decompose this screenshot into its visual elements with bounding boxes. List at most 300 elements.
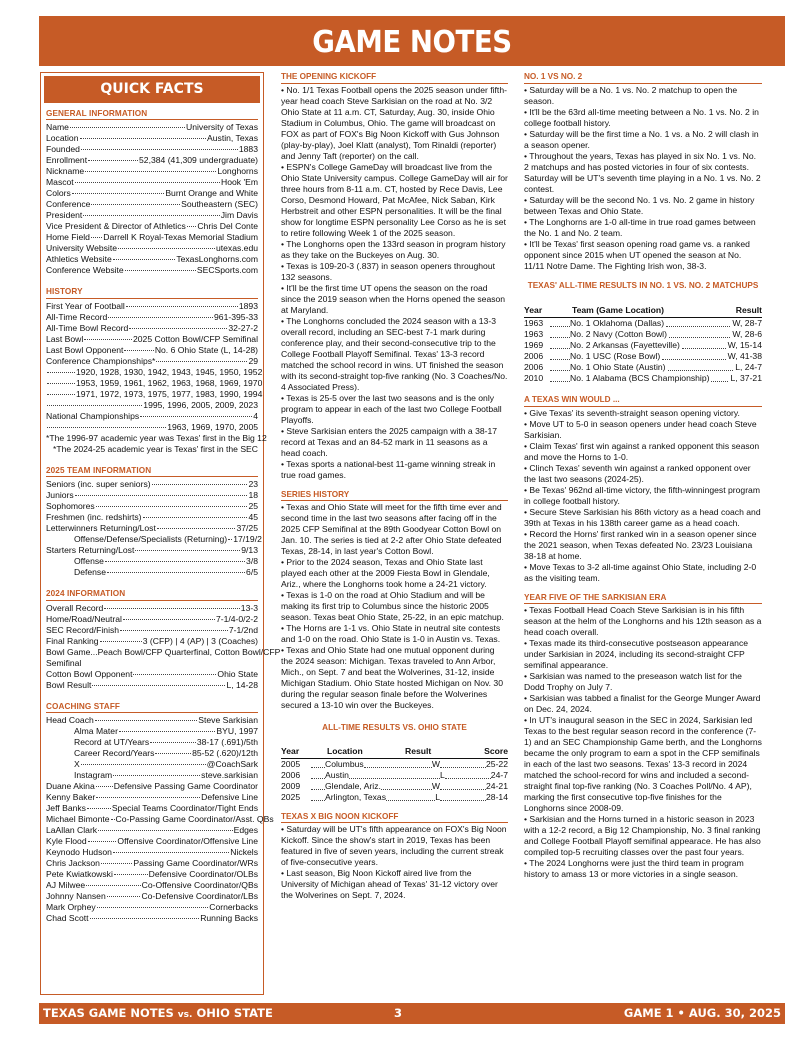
dot-leader: [90, 918, 200, 919]
note-item: • Texas and Ohio State had one mutual opponent during the 2024 season: Michigan. Texas traveled to Ann Arbor, Mich., on Sept. 7 and beat the Wolverines, 31-12, inside Michigan Stadium. Ohio State hosted Michigan on Nov. 30 during the regular season finale before the Wolverines secured a 13-10 win over the Buckeyes.: [281, 645, 503, 710]
fact-label: University Website: [46, 243, 117, 254]
dot-leader: [440, 779, 486, 790]
fact-row: [46, 803, 258, 814]
table-row: [281, 792, 508, 803]
fact-value: @CoachSark: [206, 759, 258, 770]
dot-leader: [119, 731, 215, 732]
note-item: • In UT's inaugural season in the SEC in 2024, Sarkisian led Texas to the best regular season record in the conference (7-1) and an SEC Championship Game berth, and the Longhorns became the only program to earn a spot in the CFP semifinals in each of the last two seasons. Texas' 13-3 record in 2024 matched the school-record for wins and included a second-straight final top-five ranking (No. 3 Coaches Poll/No. 4 AP), marking the first consecutive top-five finishes for the Longhorns since 2008-09.: [524, 715, 762, 813]
row-year: 2010: [524, 373, 544, 383]
fact-label: Juniors: [46, 490, 74, 501]
dot-leader: [133, 674, 216, 675]
title-banner: [39, 16, 785, 66]
fact-row: [46, 199, 258, 210]
row-result: W: [431, 780, 441, 791]
note-item: • Record the Horns' first ranked win in a season opener since the 2021 season, when Texas defeated No. 23/23 Louisiana 38-18 at home.: [524, 528, 757, 561]
fact-label: AJ Milwee: [46, 880, 86, 891]
fact-value: 7-1/4-0/2-2: [215, 613, 258, 624]
dot-leader: [152, 484, 248, 485]
fact-label: Freshmen (inc. redshirts): [46, 512, 142, 523]
dot-leader: [81, 149, 238, 150]
row-score: 28-14: [486, 791, 508, 802]
dot-leader: [187, 226, 197, 227]
fact-row: [46, 825, 258, 836]
dot-leader: [47, 372, 75, 373]
note-item: • No. 1/1 Texas Football opens the 2025 season under fifth-year head coach Steve Sarkisian on the road at No. 3/2 Ohio State at 11 a.m. CT, Saturday, Aug. 30, inside Ohio Stadium in Columbus, Ohio. The game will broadcast on FOX as part of FOX's Big Noon Kickoff with Gus Johnson (play-by-play), Joel Klatt (analyst), Tom Rinaldi (reporter) and Jenny Taft (reporter) on the call.: [281, 84, 507, 161]
note-item: • Sarkisian and the Horns turned in a historic season in 2023 with a 12-2 record, a Big 12 Championship, No. 3 final ranking and College Football Playoff semifinal appearace. He has also compiled top-5 recruiting classes over the past four years.: [524, 814, 761, 857]
row-score: 25-22: [486, 758, 508, 769]
row-year: 1963: [524, 318, 544, 328]
dot-leader: [96, 506, 248, 507]
fact-label: LaAllan Clark: [46, 825, 98, 836]
dot-leader: [550, 371, 570, 382]
note-item: • Texas is 109-20-3 (.837) in season openers throughout 132 seasons.: [281, 260, 496, 282]
info-2024-heading: 2024 INFORMATION: [46, 589, 258, 601]
dot-leader: [311, 757, 325, 768]
dot-leader: [84, 339, 132, 340]
row-result: W, 28-6: [732, 329, 762, 339]
col-location: Location: [327, 745, 363, 756]
fact-row: [46, 836, 258, 847]
note-item: • Claim Texas' first win against a ranked opponent this season and move the Horns to 1-0.: [524, 440, 760, 462]
fact-value: Passing Game Coordinator/WRs: [133, 858, 258, 869]
note-item: • Saturday will be the second No. 1 vs. No. 2 game in history between Texas and Ohio State.: [524, 194, 755, 216]
dot-leader: [47, 394, 75, 395]
fact-label: Kenny Baker: [46, 792, 96, 803]
fact-label: Nickname: [46, 166, 85, 177]
fact-label: Overall Record: [46, 602, 104, 613]
note-item: • Move Texas to 3-2 all-time against Ohio State, including 2-0 as the visiting team.: [524, 561, 757, 583]
dot-leader: [70, 127, 185, 128]
dot-leader: [92, 685, 225, 686]
alltime-12-heading: TEXAS' ALL-TIME RESULTS IN NO. 1 VS. NO. 2 MATCHUPS: [527, 280, 759, 290]
row-team: No. 1 Alabama (BCS Championship): [570, 373, 710, 383]
fact-label: All-Time Bowl Record: [46, 322, 129, 333]
fact-value: 7-1/2nd: [228, 624, 258, 635]
dot-leader: [311, 768, 325, 779]
fact-row: [46, 759, 258, 770]
dot-leader: [662, 349, 725, 360]
fact-value: Hook 'Em: [221, 177, 258, 188]
fact-label: Sophomores: [46, 501, 95, 512]
fact-label: X: [74, 759, 80, 770]
note-item: • The Longhorns are 1-0 all-time in true road games between the No. 1 and No. 2 team.: [524, 216, 756, 238]
row-result: L, 37-21: [730, 373, 762, 383]
fact-row: [46, 323, 258, 334]
note-item: • Texas and Ohio State will meet for the fifth time ever and second time in the last two seasons after facing off in the 2025 CFP Semifinal at the 89th Goodyear Cotton Bowl on Jan. 10. The series is tied at 2-2 after Ohio State defeated Texas, 28-14, in last year's Cotton Bowl.: [281, 502, 502, 556]
note-item: • Texas sports a national-best 11-game winning streak in true road games.: [281, 458, 496, 480]
alltime-osu-heading: ALL-TIME RESULTS VS. OHIO STATE: [322, 723, 467, 732]
big-noon-heading: TEXAS X BIG NOON KICKOFF: [281, 812, 508, 824]
fact-label: Career Record/Years: [74, 748, 155, 759]
fact-label: Seniors (inc. super seniors): [46, 479, 151, 490]
column-two: [281, 72, 508, 901]
fact-value: Defensive Line: [201, 792, 258, 803]
row-year: 2025: [281, 791, 301, 802]
fact-value: Co-Passing Game Coordinator/Asst. QBs: [115, 814, 274, 825]
fact-value: Burnt Orange and White: [165, 188, 258, 199]
fact-value: Ohio State: [217, 668, 258, 679]
dot-leader: [666, 316, 730, 327]
dot-leader: [120, 630, 228, 631]
note-item: • Saturday will be UT's fifth appearance on FOX's Big Noon Kickoff. Since the show's start in 2019, Texas has been featured in five of seven years, including the current streak of five-consecutive years.: [281, 824, 507, 867]
fact-value: Co-Defensive Coordinator/LBs: [141, 891, 258, 902]
fact-row: [46, 265, 258, 276]
dot-leader: [349, 768, 440, 779]
fact-value: Darrell K Royal-Texas Memorial Stadium: [103, 232, 258, 243]
fact-value: 52,384 (41,309 undergraduate): [139, 155, 258, 166]
row-team: No. 1 USC (Rose Bowl): [570, 351, 661, 361]
fact-row: [46, 345, 258, 356]
texas-win-heading: A TEXAS WIN WOULD ...: [524, 395, 762, 407]
fact-row: [46, 312, 258, 323]
fact-row: [46, 254, 258, 265]
dot-leader: [96, 786, 113, 787]
row-result: L: [435, 791, 441, 802]
fact-label: Last Bowl Opponent: [46, 344, 124, 355]
team-2025-list: [46, 479, 258, 534]
returning-breakdown-row: Offense/Defense/Specialists (Returning) 17/19/2: [74, 534, 262, 545]
note-item: • Throughout the years, Texas has played in six No. 1 vs. No. 2 matchups and has posted victories in four of six contests. Saturday will be UT's seventh time playing in a No. 1 vs. No. 2 contest.: [524, 150, 761, 194]
dot-leader: [125, 270, 196, 271]
fact-row: [46, 334, 258, 345]
fact-value: steve.sarkisian: [201, 770, 258, 781]
note-item: • Texas made its third-consecutive postseason appearance under Sarkisian in 2024, including its second-straight CFP semifinal appearance.: [524, 638, 749, 670]
fact-label: Vice President & Director of Athletics: [46, 221, 186, 232]
note-item: • Steve Sarkisian enters the 2025 campaign with a 38-17 record at Texas and an 84-52 mark in 11 seasons as a head coach.: [281, 425, 498, 458]
fact-label: Final Ranking: [46, 635, 99, 646]
note-item: • Sarkisian was tabbed a finalist for the George Munger Award on Dec. 24, 2024.: [524, 693, 761, 714]
note-item: • The Horns are 1-1 vs. Ohio State in neutral site contests and 1-0 on the road. Ohio State is 1-0 in Austin vs. Texas.: [281, 623, 501, 644]
fact-row: [46, 356, 258, 367]
history-footnote-2: *The 2024-25 academic year is Texas' first in the SEC: [53, 443, 258, 454]
conference-years: 1995, 1996, 2005, 2009, 2023: [143, 399, 258, 410]
fact-label: Athletics Website: [46, 254, 112, 265]
fact-row: [46, 210, 258, 221]
fact-row: [46, 680, 258, 691]
fact-value: Austin, Texas: [207, 133, 258, 144]
fact-label: Johnny Nansen: [46, 891, 106, 902]
fact-row: [46, 232, 258, 243]
fact-value: Defensive Passing Game Coordinator: [113, 781, 258, 792]
dot-leader: [126, 306, 238, 307]
note-item: • It'll be Texas' first season opening road game vs. a ranked opponent since 2015 when UT opened the season at No. 11/11 Notre Dame. The Fighting Irish won, 38-3.: [524, 238, 750, 271]
fact-value: 1893: [238, 300, 258, 311]
note-item: • Texas Football Head Coach Steve Sarkisian is in his fifth season at the helm of the Longhorns and his 12th season as a head coach overall.: [524, 605, 762, 637]
note-item: • Move UT to 5-0 in season openers under head coach Steve Sarkisian.: [524, 418, 757, 440]
note-item: • Clinch Texas' seventh win against a ranked opponent over the last two seasons (2024-25).: [524, 462, 751, 484]
row-year: 2006: [524, 351, 544, 361]
fact-value: Chris Del Conte: [197, 221, 258, 232]
coaching-staff-heading: COACHING STAFF: [46, 702, 258, 714]
fact-label: Letterwinners Returning/Lost: [46, 523, 156, 534]
history-footnote-1: *The 1996-97 academic year was Texas' first in the Big 12: [46, 432, 267, 443]
fact-label: Location: [46, 133, 79, 144]
dot-leader: [83, 215, 219, 216]
dot-leader: [101, 863, 132, 864]
info-2024-list-2: [46, 669, 258, 691]
fact-value: Running Backs: [200, 913, 258, 924]
conference-years: 1920, 1928, 1930, 1942, 1943, 1945, 1950, 1952: [76, 366, 263, 377]
fact-label: First Year of Football: [46, 300, 125, 311]
fact-row: [46, 177, 258, 188]
fact-label: Last Bowl: [46, 333, 84, 344]
fact-value: 13-3: [240, 602, 258, 613]
dot-leader: [75, 182, 220, 183]
dot-leader: [88, 160, 138, 161]
fact-value: Offensive Coordinator/Offensive Line: [117, 836, 258, 847]
fact-value: TexasLonghorns.com: [176, 254, 258, 265]
dot-leader: [669, 327, 730, 338]
row-year: 1969: [524, 340, 544, 350]
fact-label: Pete Kwiatkowski: [46, 869, 113, 880]
note-item: • ESPN's College GameDay will broadcast live from the Ohio State University campus. College GameDay will air for three hours from 8-11 a.m. CT, hosted by Rece Davis, Lee Corso, Desmond Howard, Pat McAfee, Nick Saban, Kirk Herbstreit and other ESPN personalities. It will be the final show for longtime ESPN personality Lee Corso as he is set to retire following Week 1 of the 2025 season.: [281, 161, 508, 238]
alltime-osu-table: [281, 759, 508, 803]
dot-leader: [113, 852, 229, 853]
staff-list: [46, 781, 274, 924]
dot-leader: [81, 764, 206, 765]
dot-leader: [91, 237, 102, 238]
fact-value: Nickels: [230, 847, 258, 858]
col-result: Result: [405, 745, 432, 756]
series-history-heading: SERIES HISTORY: [281, 490, 508, 502]
note-item: • Texas is 25-5 over the last two seasons and is the only program to appear in each of the last two College Football Playoffs.: [281, 392, 502, 425]
dot-leader: [111, 819, 115, 820]
conference-years-row: [46, 388, 263, 400]
bowl-game-line-2: Semifinal: [46, 657, 82, 668]
bowl-game-line: Bowl Game...Peach Bowl/CFP Quarterfinal, Cotton Bowl/CFP: [46, 646, 281, 657]
fact-row: [46, 891, 258, 902]
note-item: • Sarkisian was named to the preseason watch list for the Dodd Trophy on July 7.: [524, 671, 742, 692]
note-item: • Texas is 1-0 on the road at Ohio Stadium and will be making its first trip to Columbus since the historic 2005 season. Texas beat Ohio State, 25-22, in an epic matchup.: [281, 590, 504, 622]
note-item: • Saturday will be a No. 1 vs. No. 2 matchup to open the season.: [524, 84, 738, 106]
dot-leader: [98, 830, 233, 831]
fact-row: [46, 243, 258, 254]
fact-row: [46, 902, 258, 913]
fact-row: [46, 781, 258, 792]
fact-value: 18: [248, 490, 258, 501]
col-year: Year: [281, 745, 300, 756]
dot-leader: [129, 328, 227, 329]
row-team: No. 1 Ohio State (Austin): [570, 362, 666, 372]
dot-leader: [157, 528, 236, 529]
national-championship-years: 1963, 1969, 1970, 2005: [46, 422, 258, 433]
dot-leader: [550, 316, 570, 327]
dot-leader: [114, 874, 148, 875]
dot-leader: [440, 757, 486, 768]
fact-label: Name: [46, 122, 69, 133]
fact-row: [46, 603, 258, 614]
fact-row: [46, 737, 258, 748]
dot-leader: [143, 517, 248, 518]
dot-leader: [108, 317, 213, 318]
row-result: W, 28-7: [732, 318, 762, 328]
fact-value: 37/25: [236, 523, 258, 534]
dot-leader: [107, 896, 141, 897]
dot-leader: [113, 259, 176, 260]
fact-label: Founded: [46, 144, 80, 155]
fact-value: Co-Offensive Coordinator/QBs: [141, 880, 258, 891]
row-location: Arlington, Texas: [325, 791, 386, 802]
fact-label: Duane Akina: [46, 781, 95, 792]
dot-leader: [550, 349, 570, 360]
row-year: 2009: [281, 780, 301, 791]
row-result: W: [431, 758, 441, 769]
fact-value: 45: [248, 512, 258, 523]
fact-label: Enrollment: [46, 155, 88, 166]
fact-label: Alma Mater: [74, 726, 118, 737]
fact-label: Mark Orphey: [46, 902, 96, 913]
fact-row: [46, 770, 258, 781]
fact-label: Conference: [46, 199, 91, 210]
dot-leader: [104, 608, 239, 609]
dot-leader: [311, 779, 325, 790]
fact-value: Southeastern (SEC): [181, 199, 258, 210]
conference-years-row: [46, 400, 258, 411]
fact-row: [46, 636, 258, 647]
conference-years-list: [46, 366, 263, 411]
head-coach-row: Head Coach Steve Sarkisian: [46, 715, 258, 726]
fact-row: [46, 301, 258, 312]
general-info-list: [46, 122, 258, 276]
alltime-12-table: [524, 318, 762, 384]
fact-row: [46, 726, 258, 737]
dot-leader: [47, 405, 142, 406]
fact-label: Michael Bimonte: [46, 814, 110, 825]
fact-value: SECSports.com: [196, 265, 258, 276]
fact-label: Colors: [46, 188, 71, 199]
fact-label: Home Field: [46, 232, 90, 243]
fact-row: [46, 166, 258, 177]
dot-leader: [381, 779, 432, 790]
note-item: • The Longhorns open the 133rd season in program history as they take on the Buckeyes on Aug. 30.: [281, 238, 506, 260]
fact-value: 29: [248, 355, 258, 366]
fact-value: 3 (CFP) | 4 (AP) | 3 (Coaches): [142, 635, 258, 646]
row-location: Columbus: [325, 758, 364, 769]
opening-kickoff-notes: [281, 85, 508, 481]
fact-label: Chad Scott: [46, 913, 89, 924]
fact-row: [46, 625, 258, 636]
fact-value: BYU, 1997: [216, 726, 258, 737]
fact-row: [46, 669, 258, 680]
fact-row: [46, 133, 258, 144]
dot-leader: [88, 841, 117, 842]
footer-right: GAME 1 • AUG. 30, 2025: [623, 1006, 781, 1020]
fact-label: Cotton Bowl Opponent: [46, 668, 133, 679]
row-team: No. 2 Navy (Cotton Bowl): [570, 329, 667, 339]
quick-facts-title: QUICK FACTS: [44, 76, 260, 103]
no1-no2-heading: NO. 1 VS NO. 2: [524, 72, 762, 84]
big-noon-notes: [281, 824, 508, 901]
dot-leader: [445, 768, 491, 779]
fact-row: [46, 748, 258, 759]
fact-value: L, 14-28: [226, 679, 258, 690]
fact-value: Special Teams Coordinator/Tight Ends: [111, 803, 258, 814]
dot-leader: [75, 495, 248, 496]
fact-value: Defensive Coordinator/OLBs: [148, 869, 258, 880]
history-list: [46, 301, 258, 367]
fact-label: All-Time Record: [46, 311, 108, 322]
fact-row: [46, 523, 258, 534]
dot-leader: [440, 790, 486, 801]
row-year: 2006: [524, 362, 544, 372]
dot-leader: [156, 361, 247, 362]
fact-value: 85-52 (.620)/12th: [192, 748, 258, 759]
dot-leader: [80, 138, 207, 139]
fact-value: 38-17 (.691)/5th: [196, 737, 258, 748]
row-location: Austin: [325, 769, 349, 780]
fact-value: 1883: [238, 144, 258, 155]
fact-row: [46, 913, 258, 924]
conference-years: 1971, 1972, 1973, 1975, 1977, 1983, 1990, 1994: [76, 388, 263, 399]
fact-label: Kyle Flood: [46, 836, 87, 847]
conference-years-row: [46, 366, 263, 378]
fact-value: 32-27-2: [228, 322, 258, 333]
fact-label: Mascot: [46, 177, 74, 188]
fact-value: Jim Davis: [220, 210, 258, 221]
dot-leader: [123, 619, 215, 620]
fact-value: 23: [248, 479, 258, 490]
sarkisian-era-notes: [524, 605, 762, 880]
note-item: • Be Texas' 962nd all-time victory, the fifth-winningest program in college football history.: [524, 484, 760, 506]
general-info-heading: GENERAL INFORMATION: [46, 109, 258, 121]
opening-kickoff-heading: THE OPENING KICKOFF: [281, 72, 508, 84]
footer-left: TEXAS GAME NOTES vs. OHIO STATE: [43, 1006, 273, 1020]
row-year: 2006: [281, 769, 301, 780]
dot-leader: [364, 757, 432, 768]
col-team: Team (Game Location): [572, 305, 665, 315]
texas-win-notes: [524, 408, 762, 584]
dot-leader: [311, 790, 325, 801]
fact-row: [46, 501, 258, 512]
fact-value: Longhorns: [217, 166, 258, 177]
row-score: 24-21: [486, 780, 508, 791]
dot-leader: [100, 641, 142, 642]
dot-leader: [72, 193, 164, 194]
note-item: • Prior to the 2024 season, Texas and Ohio State last played each other at the 2009 Fiesta Bowl in Glendale, Ariz., where the Longhorns took home a 24-21 victory.: [281, 557, 490, 589]
conference-years-row: [46, 377, 263, 389]
fact-label: SEC Record/Finish: [46, 624, 120, 635]
col-score: Score: [484, 745, 508, 756]
table-row: [524, 373, 762, 384]
row-result: L, 24-7: [735, 362, 762, 372]
fact-row: [46, 221, 258, 232]
starters-row: Starters Returning/Lost 9/13: [46, 545, 258, 556]
dot-leader: [150, 742, 196, 743]
row-year: 2005: [281, 758, 301, 769]
no1-no2-notes: [524, 85, 762, 272]
fact-row: [46, 792, 258, 803]
fact-value: utexas.edu: [215, 243, 258, 254]
history-heading: HISTORY: [46, 287, 258, 299]
fact-value: Cornerbacks: [209, 902, 258, 913]
team-2025-heading: 2025 TEAM INFORMATION: [46, 466, 258, 478]
col-result: Result: [735, 305, 762, 315]
sarkisian-era-heading: YEAR FIVE OF THE SARKISIAN ERA: [524, 593, 762, 605]
fact-label: Instagram: [74, 770, 113, 781]
fact-row: [46, 188, 258, 199]
row-location: Glendale, Ariz.: [325, 780, 381, 791]
note-item: • It'll be the 63rd all-time meeting between a No. 1 vs. No. 2 in college football history.: [524, 106, 759, 128]
fact-label: Jeff Banks: [46, 803, 86, 814]
fact-value: Edges: [233, 825, 258, 836]
dot-leader: [550, 327, 570, 338]
fact-value: University of Texas: [186, 122, 258, 133]
dot-leader: [85, 171, 216, 172]
dot-leader: [550, 360, 570, 371]
row-team: No. 1 Oklahoma (Dallas): [570, 318, 665, 328]
fact-row: [46, 122, 258, 133]
quick-facts-box: [40, 72, 281, 995]
